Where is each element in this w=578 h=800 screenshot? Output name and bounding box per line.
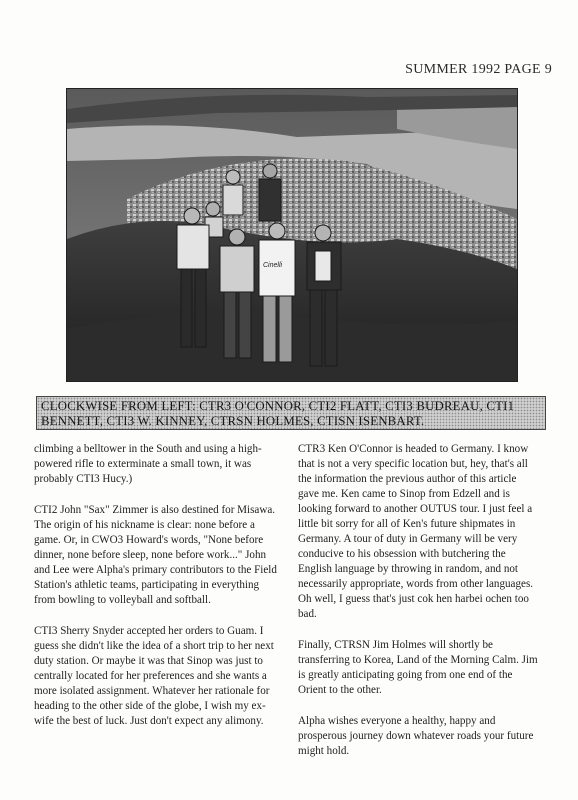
left-paragraph-2: CTI2 John "Sax" Zimmer is also destined for Misawa. The origin of his nickname is clear: none before a game. Or, in CWO3 Howard's words, "None before dinner, none before sleep, none before work..." John and Lee were Alpha's primary contributors to the Field Station's athletic teams, participating in everything from bowling to volleyball and softball. bbox=[34, 504, 277, 606]
right-paragraph-2: Finally, CTRSN Jim Holmes will shortly be transferring to Korea, Land of the Morning Calm. Jim is greatly anticipating going from one end of the Orient to the other. bbox=[298, 639, 538, 696]
caption-line-2: BENNETT, CTI3 W. KINNEY, CTRSN HOLMES, CTISN ISENBART. bbox=[41, 413, 425, 428]
right-paragraph-1: CTR3 Ken O'Connor is headed to Germany. I know that is not a very specific location but, hey, that's all the information the previous author of this article gave me. Ken came to Sinop from Edzell and is looking forward to another OUTUS tour. I just feel a little bit sorry for all of Ken's future shipmates in Germany. A tour of duty in Germany will be very conducive to his obsession with butchering the English language by throwing in random, and not necessarily appropriate, words from other languages. Oh well, I guess that's just cok hen harbei ochen too bad. bbox=[298, 443, 534, 620]
left-paragraph-1: climbing a belltower in the South and using a high-powered rifle to exterminate a small town, it was probably CTI3 Hucy.) bbox=[34, 443, 262, 485]
caption-line-1: CLOCKWISE FROM LEFT: CTR3 O'CONNOR, CTI2 FLATT, CTI3 BUDREAU, CTI1 bbox=[41, 399, 515, 413]
group-photo bbox=[66, 88, 518, 382]
left-paragraph-3: CTI3 Sherry Snyder accepted her orders to Guam. I guess she didn't like the idea of a short trip to her next duty station. Or maybe it was that Sinop was just to centrally located for her preferences and she wants a more isolated assignment. Whatever her rationale for heading to the other side of the globe, I wish my ex-wife the best of luck. Just don't expect any alimony. bbox=[34, 625, 274, 727]
left-column bbox=[34, 442, 278, 745]
right-paragraph-3: Alpha wishes everyone a healthy, happy and prosperous journey down whatever roads your future might hold. bbox=[298, 715, 534, 757]
page-header: SUMMER 1992 PAGE 9 bbox=[405, 62, 552, 77]
shirt-print: Cinelli bbox=[263, 262, 283, 269]
photo-caption bbox=[36, 396, 546, 430]
right-column bbox=[298, 442, 538, 775]
